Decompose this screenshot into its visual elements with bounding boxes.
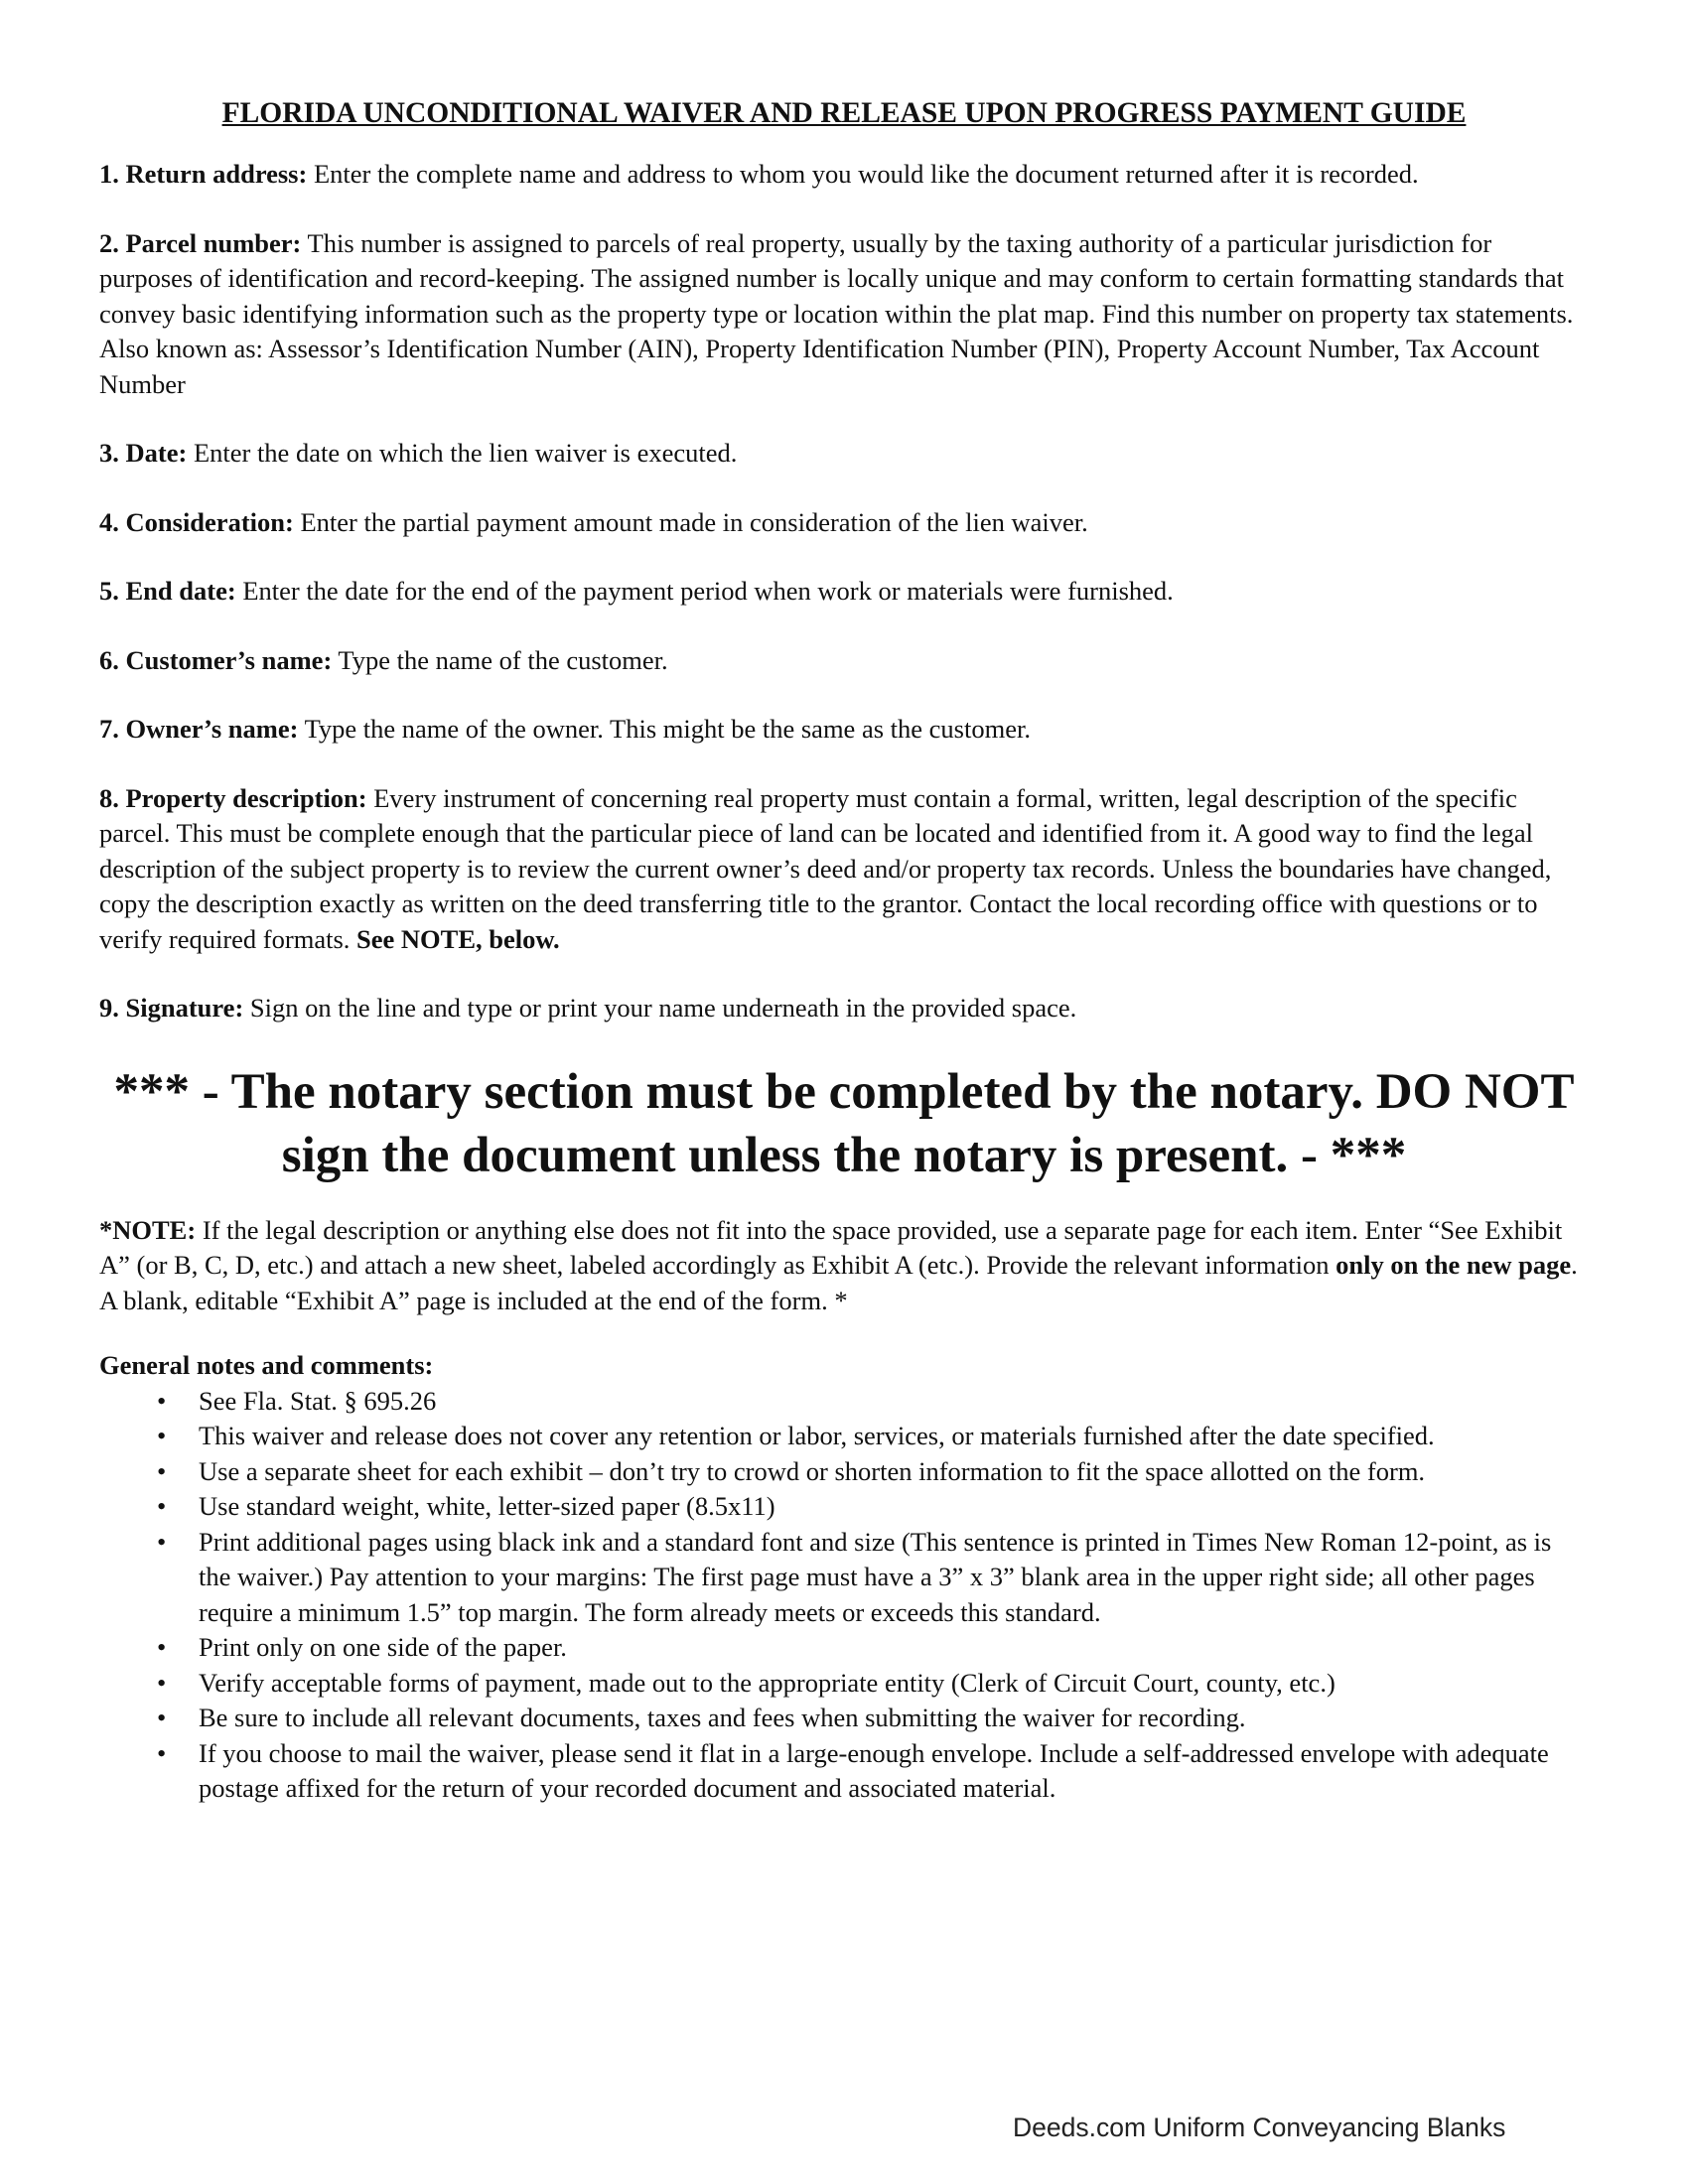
item-label: 8. Property description: xyxy=(99,782,367,813)
page-footer: Deeds.com Uniform Conveyancing Blanks xyxy=(1013,2113,1506,2142)
note-label: *NOTE: xyxy=(99,1214,197,1245)
see-note-reference: See NOTE, below. xyxy=(356,923,560,954)
bullet-icon: • xyxy=(157,1632,167,1662)
item-label: 3. Date: xyxy=(99,438,188,468)
list-item-text: Use a separate sheet for each exhibit – don’t try to crowd or shorten information to fit the space allotted on the form. xyxy=(199,1455,1426,1486)
item-text: Type the name of the customer. xyxy=(332,644,668,675)
guide-item-owner-name xyxy=(99,712,1589,748)
item-text: Enter the date for the end of the payment period when work or materials were furnished. xyxy=(235,576,1174,606)
bullet-icon: • xyxy=(157,1385,167,1416)
item-text: Type the name of the owner. This might be the same as the customer. xyxy=(298,714,1031,744)
guide-item-signature xyxy=(99,991,1589,1026)
note-text-2: . A blank, editable “Exhibit A” page is included at the end of the form. * xyxy=(99,1250,1578,1315)
item-text: This number is assigned to parcels of real property, usually by the taxing authority of a particular jurisdiction for purposes of identification and record-keeping. The assigned number is locally unique and may conform to certain formatting standards that convey basic identifying information such as the property type or location within the plat map. Find this number on property tax statements. Also known as: Assessor’s Identification Number (AIN), Property Identification Number (PIN), Property Account Number, Tax Account Number xyxy=(99,227,1574,399)
guide-item-return-address xyxy=(99,157,1589,193)
item-text: Enter the date on which the lien waiver is executed. xyxy=(187,438,738,468)
general-notes-list xyxy=(99,1384,1589,1807)
list-item xyxy=(157,1419,1589,1454)
item-text: Enter the complete name and address to whom you would like the document returned after it is recorded. xyxy=(307,159,1419,189)
guide-item-consideration xyxy=(99,505,1589,541)
list-item xyxy=(157,1454,1589,1490)
document-title: FLORIDA UNCONDITIONAL WAIVER AND RELEASE UPON PROGRESS PAYMENT GUIDE xyxy=(221,97,1467,129)
guide-item-end-date xyxy=(99,574,1589,610)
item-label: 9. Signature: xyxy=(99,993,244,1023)
general-notes-heading: General notes and comments: xyxy=(99,1350,434,1380)
bullet-icon: • xyxy=(157,1737,167,1768)
list-item-text: This waiver and release does not cover any retention or labor, services, or materials furnished after the date specified. xyxy=(199,1421,1435,1450)
list-item-text: Print only on one side of the paper. xyxy=(199,1632,567,1662)
guide-item-date xyxy=(99,436,1589,472)
list-item xyxy=(157,1489,1589,1525)
bullet-icon: • xyxy=(157,1667,167,1698)
bullet-icon: • xyxy=(157,1455,167,1486)
list-item xyxy=(157,1736,1589,1807)
bullet-icon: • xyxy=(157,1421,167,1450)
item-text: Sign on the line and type or print your name underneath in the provided space. xyxy=(243,993,1077,1023)
item-label: 2. Parcel number: xyxy=(99,227,302,258)
item-label: 4. Consideration: xyxy=(99,506,294,537)
list-item-text: Use standard weight, white, letter-sized paper (8.5x11) xyxy=(199,1491,775,1521)
list-item xyxy=(157,1525,1589,1631)
item-label: 1. Return address: xyxy=(99,159,308,189)
list-item-text: Verify acceptable forms of payment, made out to the appropriate entity (Clerk of Circuit Court, county, etc.) xyxy=(199,1667,1336,1698)
item-label: 7. Owner’s name: xyxy=(99,714,299,744)
exhibit-note xyxy=(99,1213,1589,1319)
bullet-icon: • xyxy=(157,1703,167,1732)
bullet-icon: • xyxy=(157,1526,167,1557)
notary-warning: *** - The notary section must be completed by the notary. DO NOT sign the document unless the notary is present. - *** xyxy=(113,1063,1575,1183)
list-item-text: If you choose to mail the waiver, please send it flat in a large-enough envelope. Include a self-addressed envelope with adequate postage affixed for the return of your recorded document and associated material. xyxy=(199,1737,1549,1803)
document-page xyxy=(99,95,1589,1807)
item-text: Every instrument of concerning real property must contain a formal, written, legal description of the specific parcel. This must be complete enough that the particular piece of land can be located and identified from it. A good way to find the legal description of the subject property is to review the current owner’s deed and/or property tax records. Unless the boundaries have changed, copy the description exactly as written on the deed transferring title to the grantor. Contact the local recording office with questions or to verify required formats. xyxy=(99,782,1552,954)
note-bold-text: only on the new page xyxy=(1336,1250,1572,1280)
guide-item-parcel-number xyxy=(99,226,1589,403)
item-label: 5. End date: xyxy=(99,576,236,606)
guide-item-property-description xyxy=(99,781,1589,958)
list-item-text: Print additional pages using black ink and a standard font and size (This sentence is printed in Times New Roman 12-point, as is the waiver.) Pay attention to your margins: The first page must have a 3” x 3” blank area in the upper right side; all other pages require a minimum 1.5” top margin. The form already meets or exceeds this standard. xyxy=(199,1526,1552,1627)
list-item xyxy=(157,1384,1589,1420)
list-item-text: Be sure to include all relevant documents, taxes and fees when submitting the waiver for recording. xyxy=(199,1703,1246,1732)
bullet-icon: • xyxy=(157,1491,167,1521)
list-item xyxy=(157,1666,1589,1702)
item-label: 6. Customer’s name: xyxy=(99,644,333,675)
list-item xyxy=(157,1701,1589,1736)
guide-item-customer-name xyxy=(99,643,1589,679)
note-text-1: If the legal description or anything else does not fit into the space provided, use a separate page for each item. Enter “See Exhibit A” (or B, C, D, etc.) and attach a new sheet, labeled accordingly as Exhibit A (etc.). Provide the relevant information xyxy=(99,1214,1563,1280)
item-text: Enter the partial payment amount made in consideration of the lien waiver. xyxy=(293,506,1088,537)
list-item xyxy=(157,1630,1589,1666)
list-item-text: See Fla. Stat. § 695.26 xyxy=(199,1385,437,1416)
